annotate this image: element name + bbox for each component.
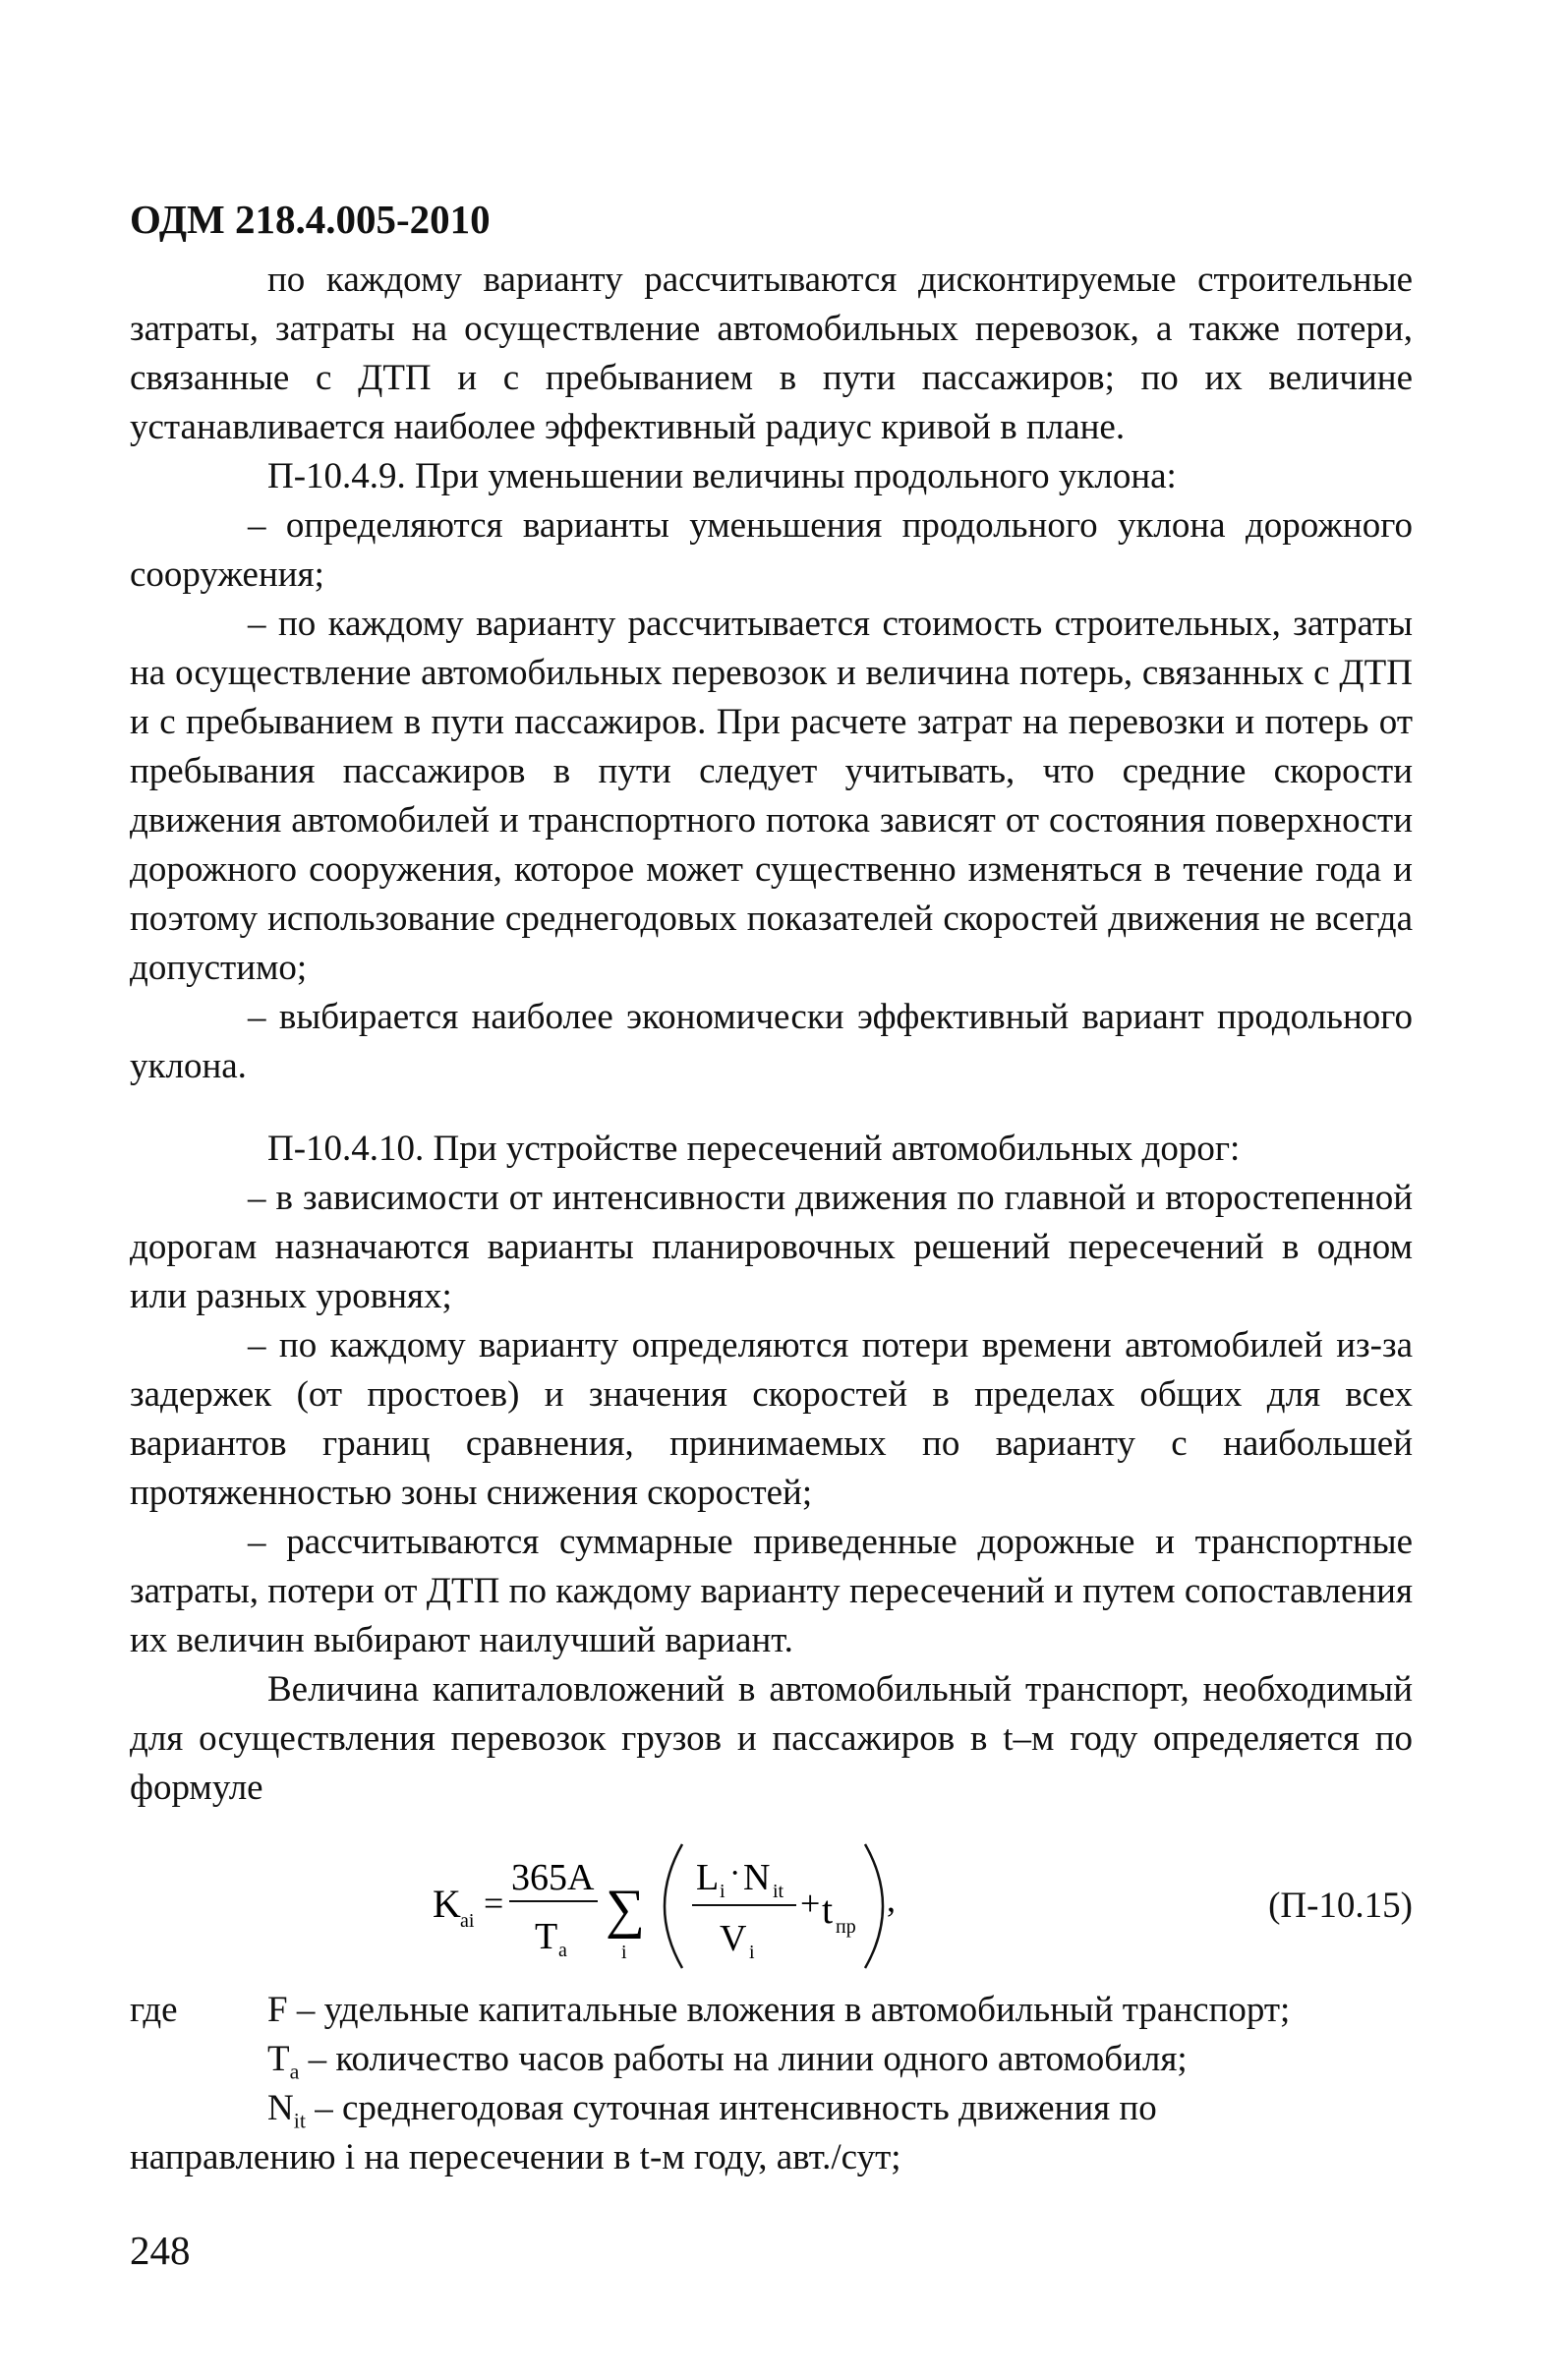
definition-row — [130, 1986, 1413, 2035]
inner-num-L: L — [696, 1857, 720, 1898]
definition-ta-text: – количество часов работы на линии одного автомобиля; — [308, 2039, 1188, 2079]
inner-dot: · — [729, 1855, 741, 1891]
right-paren — [865, 1844, 883, 1968]
formula-equals: = — [484, 1884, 504, 1923]
inner-den-V-sub: i — [749, 1942, 755, 1963]
symbol-t-sub: a — [289, 2059, 300, 2084]
plus-sign: + — [800, 1884, 821, 1923]
inner-num-N-sub: it — [773, 1881, 784, 1902]
where-label: где — [130, 1990, 178, 2030]
paragraph-capital-investment: Величина капиталовложений в автомобильный транспорт, необходимый для осуществления перевозок грузов и пассажиров в t–м году определяется по формуле — [130, 1669, 1413, 1808]
t-sub: пр — [836, 1916, 856, 1938]
formula-den-sub: a — [558, 1940, 567, 1961]
t-symbol: t — [822, 1887, 834, 1932]
symbol-n: N — [267, 2088, 294, 2128]
definition-continuation: направлению i на пересечении в t-м году, авт./сут; — [130, 2137, 901, 2177]
formula-block — [130, 1832, 1413, 1980]
formula-p-10-15 — [425, 1832, 1113, 1980]
formula-lhs: K — [433, 1882, 461, 1926]
list-item: – в зависимости от интенсивности движения по главной и второстепенной дорогам назначаются варианты планировочных решений пересечений в одном или разных уровнях; — [130, 1178, 1413, 1316]
inner-den-V: V — [720, 1918, 747, 1959]
equation-number: (П-10.15) — [1268, 1886, 1413, 1926]
symbol-t: T — [267, 2039, 290, 2079]
section-title-10-4-10: П-10.4.10. При устройстве пересечений автомобильных дорог: — [267, 1129, 1241, 1169]
definition-row — [130, 2035, 1413, 2084]
formula-lhs-sub: ai — [460, 1910, 475, 1932]
list-item: – рассчитываются суммарные приведенные дорожные и транспортные затраты, потери от ДТП по каждому варианту пересечений и путем сопоставления их величин выбирают наилучший вариант. — [130, 1522, 1413, 1660]
list-item: – выбирается наиболее экономически эффективный вариант продольного уклона. — [130, 997, 1413, 1086]
inner-num-L-sub: i — [720, 1881, 725, 1902]
definition-nit-text: – среднегодовая суточная интенсивность движения по — [315, 2088, 1157, 2128]
page-number: 248 — [130, 2228, 191, 2273]
definition-row — [130, 2084, 1413, 2133]
left-paren — [665, 1844, 682, 1968]
list-item: – по каждому варианту определяются потери времени автомобилей из-за задержек (от простоев) и значения скоростей в пределах общих для всех вариантов границ сравнения, принимаемых по варианту с наибольшей протяженностью зоны снижения скоростей; — [130, 1325, 1413, 1513]
inner-num-N: N — [743, 1857, 771, 1898]
formula-comma: , — [887, 1880, 896, 1919]
definitions — [130, 1986, 1413, 2182]
page-body — [130, 256, 1413, 2182]
formula-denominator: T — [535, 1916, 558, 1957]
symbol-n-sub: it — [293, 2108, 306, 2133]
paragraph-radius: по каждому варианту рассчитываются дисконтируемые строительные затраты, затраты на осуществление автомобильных перевозок, а также потери, связанные с ДТП и с пребыванием в пути пассажиров; по их величине устанавливается наиболее эффективный радиус кривой в плане. — [130, 260, 1413, 447]
definition-f: F – удельные капитальные вложения в автомобильный транспорт; — [267, 1990, 1291, 2030]
definition-nit — [267, 2084, 1413, 2145]
list-item: – по каждому варианту рассчитывается стоимость строительных, затраты на осуществление автомобильных перевозок и величина потерь, связанных с ДТП и с пребыванием в пути пассажиров. При расчете затрат на перевозки и потерь от пребывания пассажиров в пути следует учитывать, что средние скорости движения автомобилей и транспортного потока зависят от состояния поверхности дорожного сооружения, которое может существенно изменяться в течение года и поэтому использование среднегодовых показателей скоростей движения не всегда допустимо; — [130, 604, 1413, 988]
document-code: ОДМ 218.4.005-2010 — [130, 197, 491, 242]
list-item: – определяются варианты уменьшения продольного уклона дорожного сооружения; — [130, 505, 1413, 595]
sum-sign: ∑ — [606, 1879, 645, 1940]
sum-index: i — [621, 1942, 627, 1963]
formula-numerator: 365A — [511, 1857, 595, 1898]
section-title-10-4-9: П-10.4.9. При уменьшении величины продольного уклона: — [267, 456, 1177, 496]
